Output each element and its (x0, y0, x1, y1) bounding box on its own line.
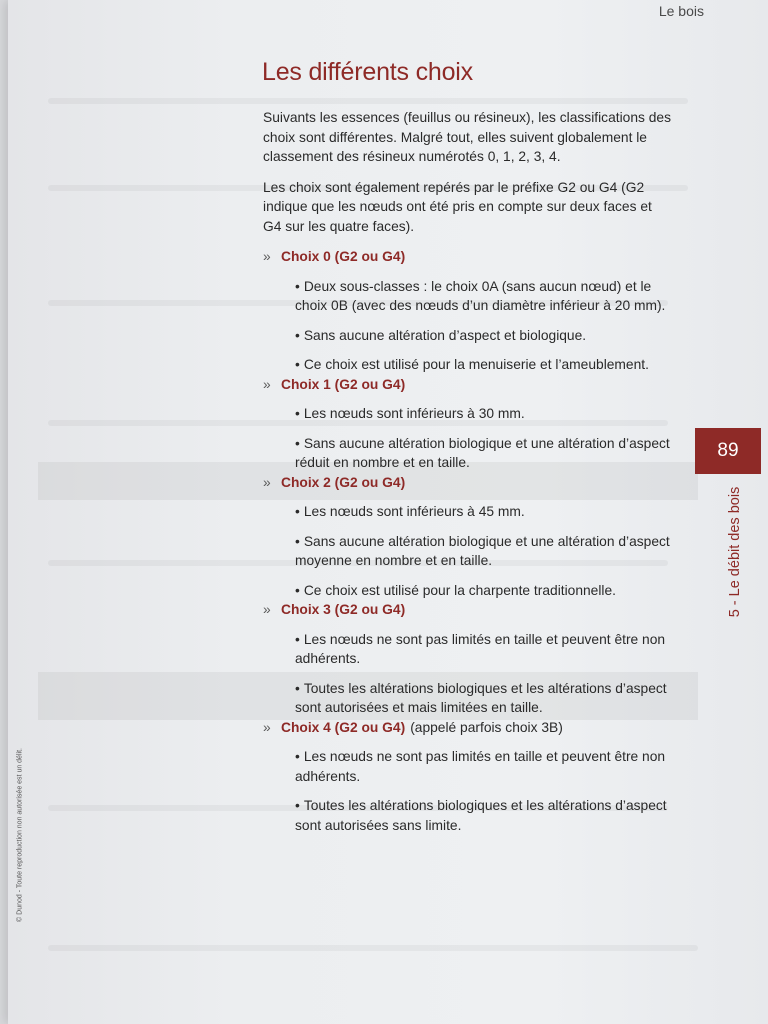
bullet-text: Deux sous-classes : le choix 0A (sans aucun nœud) et le choix 0B (avec des nœuds d’un diamètre inférieur à 20 mm). (295, 278, 666, 313)
bullet-item (295, 679, 673, 718)
choice-heading-label: Choix 2 (G2 ou G4) (281, 474, 406, 490)
bullet-dot: • (295, 533, 300, 549)
choice-heading-label: Choix 0 (G2 ou G4) (281, 249, 406, 264)
bullet-text: Ce choix est utilisé pour la menuiserie et l’ameublement. (303, 357, 649, 372)
bullet-text: Les nœuds sont inférieurs à 45 mm. (303, 504, 525, 519)
choice-list (263, 247, 673, 835)
bullet-item (295, 796, 673, 835)
bullet-dot: • (295, 504, 300, 519)
arrow-marker: » (263, 719, 271, 735)
bullet-dot: • (295, 582, 300, 598)
chapter-side-title: 5 - Le débit des bois (727, 486, 743, 618)
page-number-tab (695, 428, 761, 474)
bullet-dot: • (295, 631, 300, 647)
bullet-text: Toutes les altérations biologiques et les altérations d’aspect sont autorisées et mais limitées en taille. (295, 680, 667, 715)
bullet-item (295, 532, 673, 571)
choice-heading (263, 473, 673, 493)
choice-heading (263, 247, 673, 267)
arrow-marker: » (263, 474, 271, 490)
bullet-dot: • (295, 327, 300, 343)
bullet-text: Sans aucune altération biologique et une altération d’aspect moyenne en nombre et en taille. (295, 533, 670, 568)
bullet-text: Sans aucune altération d’aspect et biologique. (303, 327, 587, 343)
choice-heading (263, 718, 673, 738)
bullet-text: Les nœuds sont inférieurs à 30 mm. (303, 406, 525, 421)
show-through-line (48, 945, 698, 951)
bullet-item (295, 502, 673, 522)
arrow-marker: » (263, 376, 271, 392)
arrow-marker: » (263, 602, 271, 617)
bullet-dot: • (295, 749, 300, 764)
bullet-item (295, 404, 673, 424)
intro-paragraph: Suivants les essences (feuillus ou résineux), les classifications des choix sont différentes. Malgré tout, elles suivent globalement le classement des résineux numérotés 0, 1, 2, 3, 4. (263, 110, 671, 164)
bullet-dot: • (295, 798, 300, 813)
bullet-dot: • (295, 278, 300, 294)
bullet-text: Les nœuds ne sont pas limités en taille et peuvent être non adhérents. (295, 749, 666, 784)
copyright-notice: © Dunod - Toute reproduction non autorisée est un délit. (16, 748, 24, 922)
bullet-item (295, 434, 673, 473)
bullet-item (295, 747, 673, 786)
section-body (263, 108, 673, 835)
bullet-item (295, 581, 673, 601)
running-header: Le bois (658, 3, 704, 19)
bullet-text: Toutes les altérations biologiques et les altérations d’aspect sont autorisées sans limite. (295, 798, 667, 833)
bullet-dot: • (295, 406, 300, 421)
choice-heading-note: (appelé parfois choix 3B) (410, 719, 563, 735)
choice-heading-label: Choix 1 (G2 ou G4) (281, 376, 406, 392)
bullet-text: Les nœuds ne sont pas limités en taille et peuvent être non adhérents. (295, 631, 666, 666)
section-title: Les différents choix (262, 58, 473, 86)
page-number: 89 (717, 440, 739, 461)
bullet-dot: • (295, 357, 300, 372)
arrow-marker: » (263, 249, 271, 264)
choice-heading (263, 375, 673, 395)
intro-paragraph: Les choix sont également repérés par le préfixe G2 ou G4 (G2 indique que les nœuds ont été pris en compte sur deux faces et G4 sur les quatre faces). (263, 179, 652, 234)
bullet-text: Sans aucune altération biologique et une altération d’aspect réduit en nombre et en taille. (295, 435, 670, 470)
show-through-line (48, 98, 688, 104)
bullet-text: Ce choix est utilisé pour la charpente traditionnelle. (303, 582, 616, 598)
bullet-item (295, 630, 673, 669)
choice-heading-label: Choix 3 (G2 ou G4) (281, 602, 406, 617)
bullet-dot: • (295, 680, 300, 696)
choice-heading (263, 600, 673, 620)
bullet-dot: • (295, 435, 300, 451)
choice-heading-label: Choix 4 (G2 ou G4) (281, 719, 406, 735)
bullet-item (295, 277, 673, 316)
bullet-item (295, 326, 673, 346)
bullet-item (295, 355, 673, 375)
